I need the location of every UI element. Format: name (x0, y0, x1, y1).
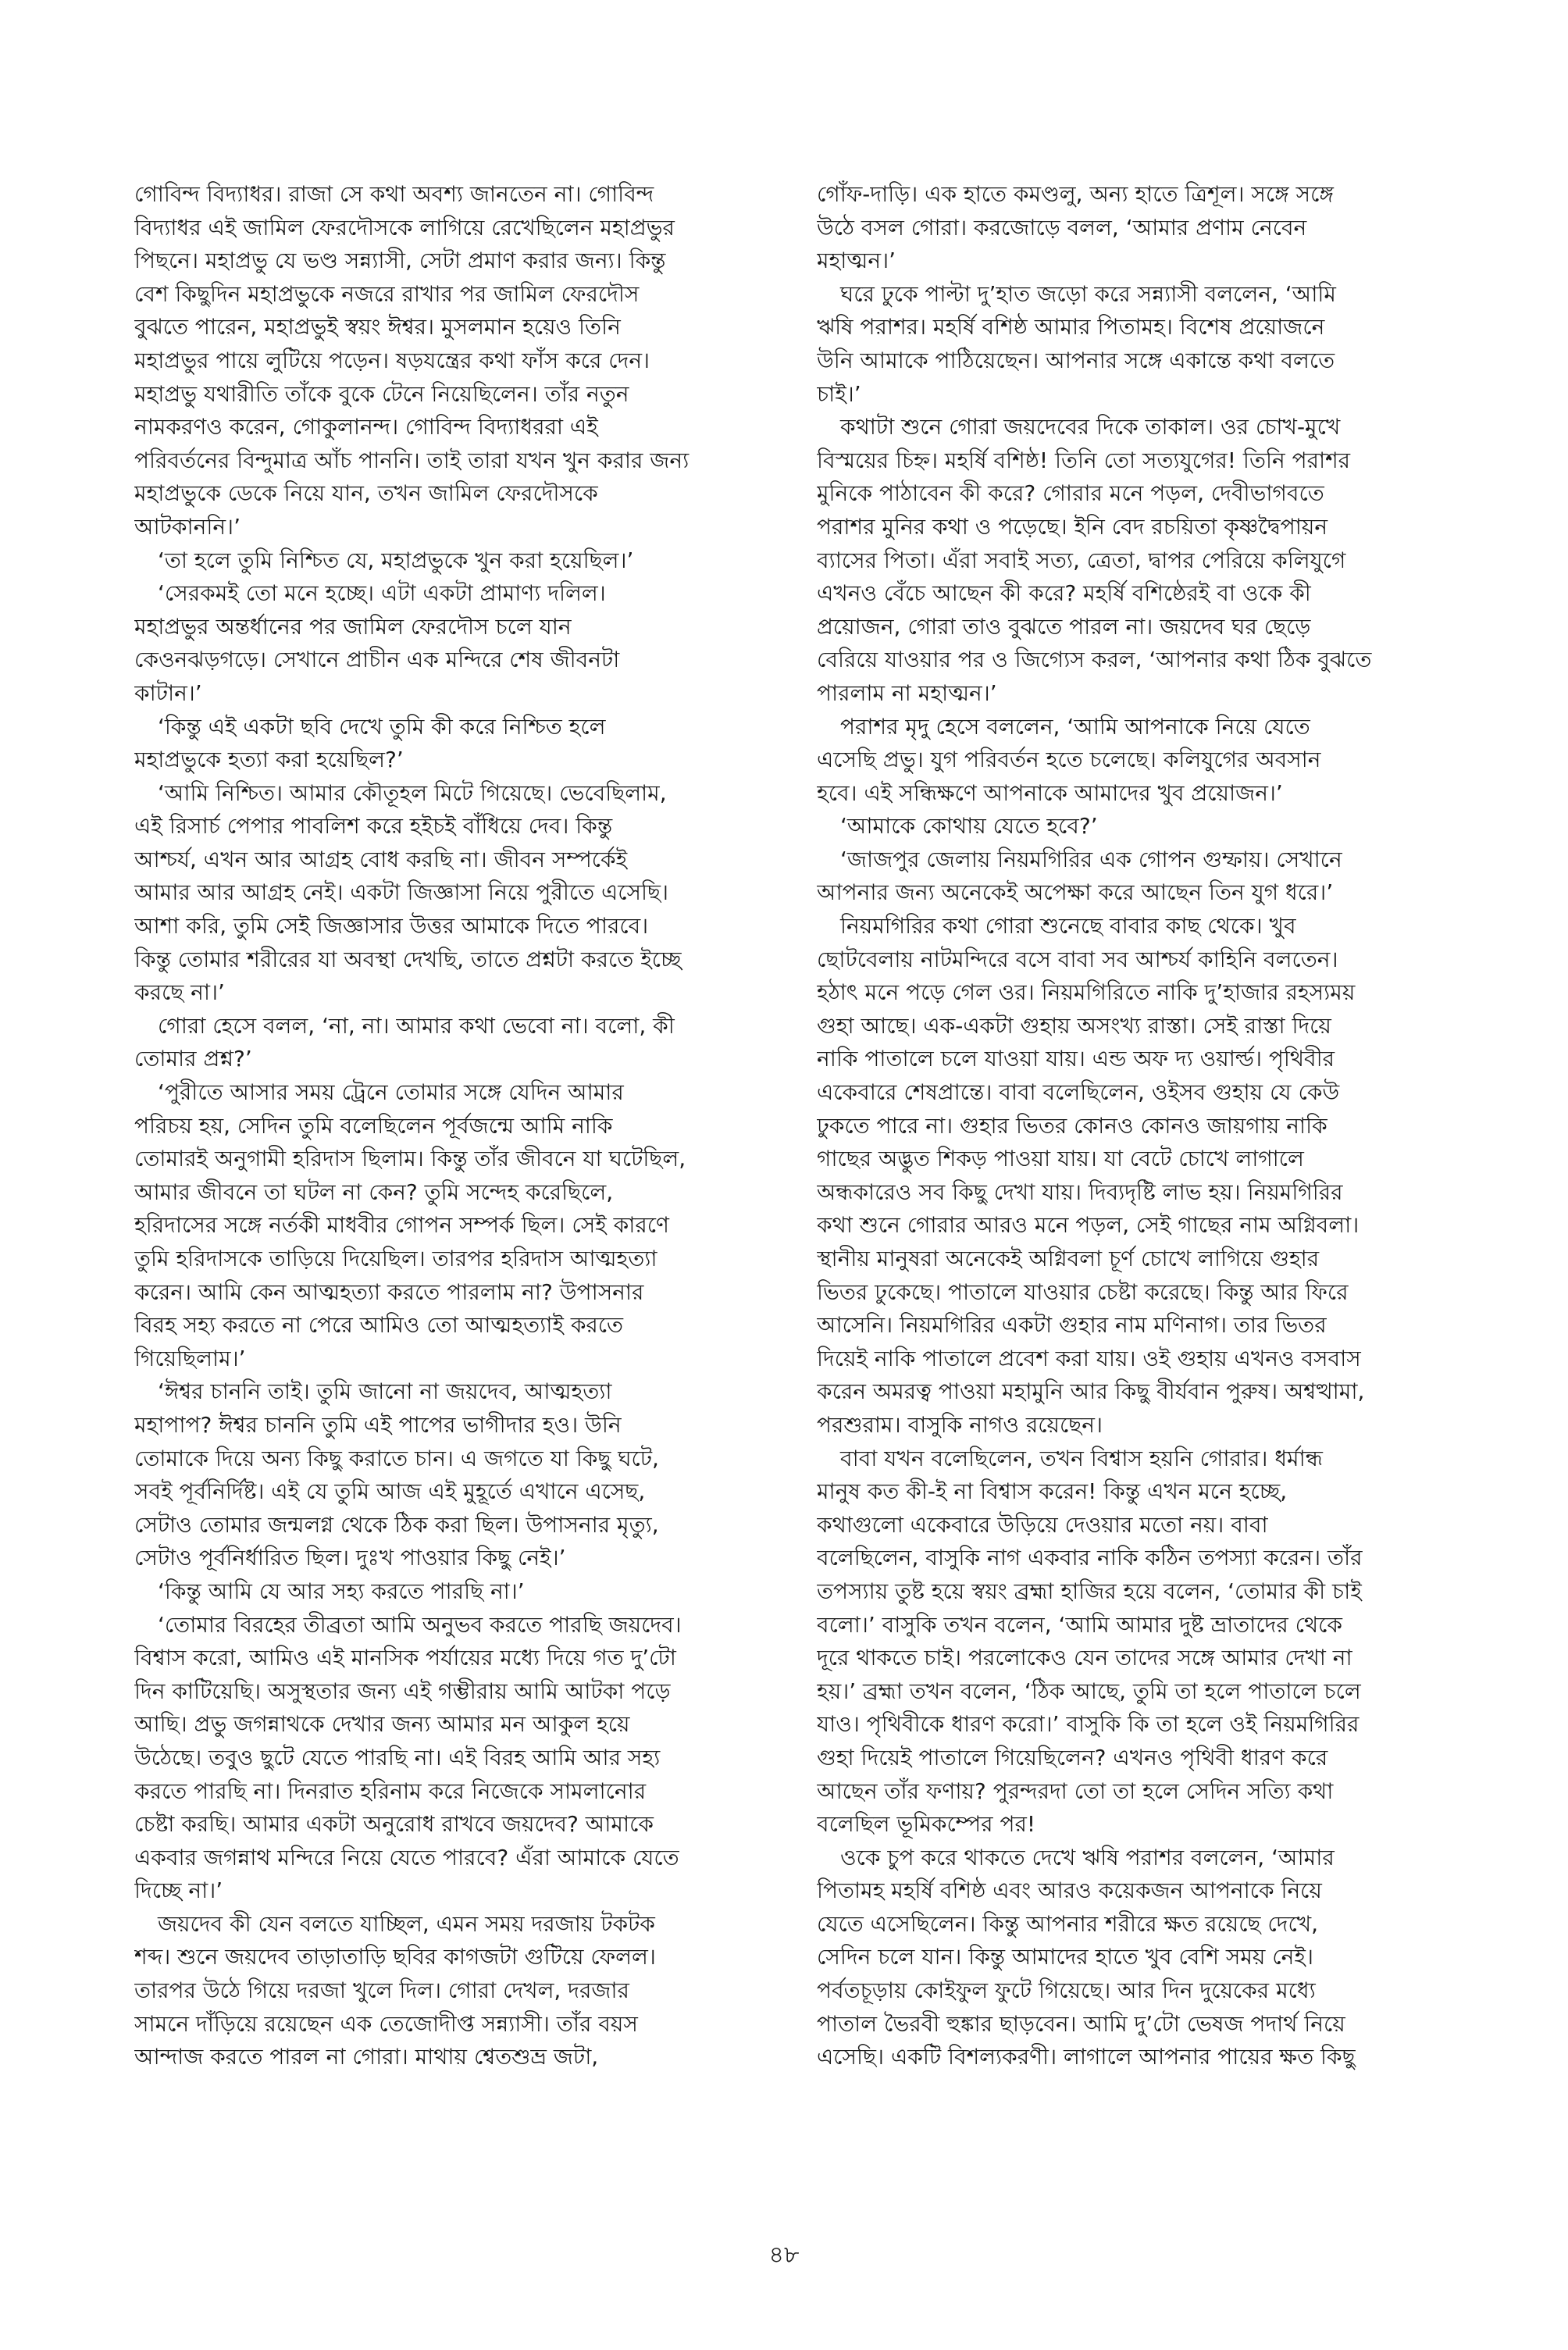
text-line: মহাপ্রভু যথারীতি তাঁকে বুকে টেনে নিয়েছিলেন। তাঁর নতুন (134, 380, 629, 407)
text-line: উঠে বসল গোরা। করজোড়ে বলল, ‘আমার প্রণাম নেবেন (817, 214, 1307, 241)
text-line: বিরহ সহ্য করতে না পেরে আমিও তো আত্মহত্যাই করতে (134, 1312, 624, 1339)
text-line: সেটাও তোমার জন্মলগ্ন থেকে ঠিক করা ছিল। উপাসনার মৃত্যু, (134, 1511, 659, 1538)
text-line: ‘সেরকমই তো মনে হচ্ছে। এটা একটা প্রামাণ্য দলিল। (158, 580, 606, 607)
text-line: তুমি হরিদাসকে তাড়িয়ে দিয়েছিল। তারপর হরিদাস আত্মহত্যা (134, 1246, 657, 1271)
text-line: শব্দ। শুনে জয়দেব তাড়াতাড়ি ছবির কাগজটা গুটিয়ে ফেলল। (134, 1944, 656, 1970)
text-line: কথা শুনে গোরার আরও মনে পড়ল, সেই গাছের নাম অগ্নিবলা। (817, 1212, 1360, 1239)
text-line: বলেছিলেন, বাসুকি নাগ একবার নাকি কঠিন তপস্যা করেন। তাঁর (817, 1545, 1363, 1571)
text-line: এসেছি। একটি বিশল্যকরণী। লাগালে আপনার পায়ের ক্ষত কিছু (817, 2044, 1356, 2070)
text-line: পিতামহ মহর্ষি বশিষ্ঠ এবং আরও কয়েকজন আপনাকে নিয়ে (817, 1878, 1322, 1904)
text-line: পরিবর্তনের বিন্দুমাত্র আঁচ পাননি। তাই তারা যখন খুন করার জন্য (134, 447, 690, 473)
text-line: নামকরণও করেন, গোকুলানন্দ। গোবিন্দ বিদ্যাধররা এই (134, 414, 598, 440)
text-line: পর্বতচূড়ায় কোইফুল ফুটে গিয়েছে। আর দিন দুয়েকের মধ্যে (817, 1977, 1316, 2004)
text-line: করছে না।’ (134, 979, 225, 1006)
text-line: সামনে দাঁড়িয়ে রয়েছেন এক তেজোদীপ্ত সন্ন্যাসী। তাঁর বয়স (134, 2010, 638, 2037)
text-line: মহাত্মন।’ (817, 248, 896, 274)
text-line: পরিচয় হয়, সেদিন তুমি বলেছিলেন পূর্বজন্মে আমি নাকি (134, 1112, 613, 1139)
text-line: হরিদাসের সঙ্গে নর্তকী মাধবীর গোপন সম্পর্ক ছিল। সেই কারণে (134, 1212, 669, 1239)
text-line: উনি আমাকে পাঠিয়েছেন। আপনার সঙ্গে একান্তে কথা বলতে (817, 347, 1335, 373)
text-line: মহাপ্রভুকে হত্যা করা হয়েছিল?’ (134, 747, 404, 773)
text-line: করেন অমরত্ব পাওয়া মহামুনি আর কিছু বীর্যবান পুরুষ। অশ্বত্থামা, (817, 1378, 1365, 1405)
right-column (817, 178, 1457, 2074)
text-line: মহাপাপ? ঈশ্বর চাননি তুমি এই পাপের ভাগীদার হও। উনি (134, 1411, 622, 1438)
text-line: গিয়েছিলাম।’ (134, 1345, 246, 1371)
text-line: ঘরে ঢুকে পাল্টা দু’হাত জড়ো করে সন্ন্যাসী বললেন, ‘আমি (840, 280, 1336, 307)
text-line: হঠাৎ মনে পড়ে গেল ওর। নিয়মগিরিতে নাকি দু’হাজার রহস্যময় (817, 979, 1356, 1006)
text-line: বিস্ময়ের চিহ্ন। মহর্ষি বশিষ্ঠ! তিনি তো সত্যযুগের! তিনি পরাশর (817, 447, 1351, 473)
text-line: ‘তা হলে তুমি নিশ্চিত যে, মহাপ্রভুকে খুন করা হয়েছিল।’ (158, 547, 634, 573)
text-line: গোরা হেসে বলল, ‘না, না। আমার কথা ভেবো না। বলো, কী (158, 1012, 675, 1039)
text-line: ‘পুরীতে আসার সময় ট্রেনে তোমার সঙ্গে যেদিন আমার (158, 1079, 624, 1106)
text-line: করতে পারছি না। দিনরাত হরিনাম করে নিজেকে সামলানোর (134, 1778, 647, 1804)
text-line: চেষ্টা করছি। আমার একটা অনুরোধ রাখবে জয়দেব? আমাকে (134, 1811, 654, 1838)
text-line: সেটাও পূর্বনির্ধারিত ছিল। দুঃখ পাওয়ার কিছু নেই।’ (134, 1545, 566, 1571)
text-line: বেশ কিছুদিন মহাপ্রভুকে নজরে রাখার পর জামিল ফেরদৌস (134, 280, 640, 307)
text-line: চাই।’ (817, 380, 861, 407)
text-line: আপনার জন্য অনেকেই অপেক্ষা করে আছেন তিন যুগ ধরে।’ (817, 879, 1334, 906)
text-line: ওকে চুপ করে থাকতে দেখে ঋষি পরাশর বললেন, ‘আমার (840, 1844, 1335, 1870)
text-line: বিশ্বাস করো, আমিও এই মানসিক পর্যায়ের মধ্যে দিয়ে গত দু’টো (134, 1645, 676, 1671)
page-number: ৪৮ (768, 2241, 800, 2269)
text-line: দিচ্ছে না।’ (134, 1878, 223, 1904)
text-line: আছি। প্রভু জগন্নাথকে দেখার জন্য আমার মন আকুল হয়ে (134, 1711, 630, 1738)
text-line: বেরিয়ে যাওয়ার পর ও জিগ্যেস করল, ‘আপনার কথা ঠিক বুঝতে (817, 647, 1372, 673)
text-line: বুঝতে পারেন, মহাপ্রভুই স্বয়ং ঈশ্বর। মুসলমান হয়েও তিনি (134, 314, 621, 341)
text-line: উঠেছে। তবুও ছুটে যেতে পারছি না। এই বিরহ আমি আর সহ্য (134, 1744, 661, 1771)
text-line: মহাপ্রভুর পায়ে লুটিয়ে পড়েন। ষড়যন্ত্রের কথা ফাঁস করে দেন। (134, 347, 650, 373)
text-line: গোঁফ-দাড়ি। এক হাতে কমণ্ডলু, অন্য হাতে ত্রিশূল। সঙ্গে সঙ্গে (817, 181, 1334, 207)
text-line: অন্ধকারেও সব কিছু দেখা যায়। দিব্যদৃষ্টি লাভ হয়। নিয়মগিরির (817, 1179, 1343, 1205)
text-line: বিদ্যাধর এই জামিল ফেরদৌসকে লাগিয়ে রেখেছিলেন মহাপ্রভুর (134, 214, 675, 241)
text-line: মুনিকে পাঠাবেন কী করে? গোরার মনে পড়ল, দেবীভাগবতে (817, 480, 1324, 507)
text-line: ‘তোমার বিরহের তীব্রতা আমি অনুভব করতে পারছি জয়দেব। (158, 1611, 682, 1638)
text-line: পারলাম না মহাত্মন।’ (817, 679, 997, 706)
text-line: পাতাল ভৈরবী হুঙ্কার ছাড়বেন। আমি দু’টো ভেষজ পদার্থ নিয়ে (817, 2010, 1345, 2037)
text-line: আসেনি। নিয়মগিরির একটা গুহার নাম মণিনাগ। তার ভিতর (817, 1312, 1327, 1339)
text-line: বলেছিল ভূমিকম্পের পর! (817, 1811, 1036, 1838)
text-line: গুহা আছে। এক-একটা গুহায় অসংখ্য রাস্তা। সেই রাস্তা দিয়ে (817, 1012, 1331, 1039)
text-line: আমার জীবনে তা ঘটল না কেন? তুমি সন্দেহ করেছিলে, (134, 1179, 614, 1205)
text-line: বলো।’ বাসুকি তখন বলেন, ‘আমি আমার দুষ্ট ভ্রাতাদের থেকে (817, 1611, 1343, 1638)
text-line: তপস্যায় তুষ্ট হয়ে স্বয়ং ব্রহ্মা হাজির হয়ে বলেন, ‘তোমার কী চাই (817, 1578, 1362, 1604)
text-line: পরাশর মৃদু হেসে বললেন, ‘আমি আপনাকে নিয়ে যেতে (840, 713, 1310, 740)
text-line: আটকাননি।’ (134, 513, 241, 540)
text-line: এসেছি প্রভু। যুগ পরিবর্তন হতে চলেছে। কলিযুগের অবসান (817, 747, 1321, 773)
text-line: ‘কিন্তু আমি যে আর সহ্য করতে পারছি না।’ (158, 1578, 525, 1604)
text-line: আমার আর আগ্রহ নেই। একটা জিজ্ঞাসা নিয়ে পুরীতে এসেছি। (134, 879, 669, 906)
text-line: দিন কাটিয়েছি। অসুস্থতার জন্য এই গম্ভীরায় আমি আটকা পড়ে (134, 1678, 671, 1704)
text-line: মহাপ্রভুকে ডেকে নিয়ে যান, তখন জামিল ফেরদৌসকে (134, 480, 598, 507)
text-line: আছেন তাঁর ফণায়? পুরন্দরদা তো তা হলে সেদিন সত্যি কথা (817, 1778, 1334, 1804)
text-line: স্থানীয় মানুষরা অনেকেই অগ্নিবলা চূর্ণ চোখে লাগিয়ে গুহার (817, 1246, 1320, 1271)
text-line: ঢুকতে পারে না। গুহার ভিতর কোনও কোনও জায়গায় নাকি (817, 1112, 1327, 1139)
text-line: ছোটবেলায় নাটমন্দিরে বসে বাবা সব আশ্চর্য কাহিনি বলতেন। (817, 946, 1338, 972)
text-line: আন্দাজ করতে পারল না গোরা। মাথায় শ্বেতশুভ্র জটা, (134, 2044, 599, 2070)
left-column (134, 178, 775, 2074)
text-line: গাছের অদ্ভুত শিকড় পাওয়া যায়। যা বেটে চোখে লাগালে (817, 1146, 1304, 1172)
text-line: মানুষ কত কী-ই না বিশ্বাস করেন! কিন্তু এখন মনে হচ্ছে, (817, 1478, 1288, 1505)
text-line: মহাপ্রভুর অন্তর্ধানের পর জামিল ফেরদৌস চলে যান (134, 613, 572, 640)
text-line: দূরে থাকতে চাই। পরলোকেও যেন তাদের সঙ্গে আমার দেখা না (817, 1645, 1352, 1671)
text-line: ‘ঈশ্বর চাননি তাই। তুমি জানো না জয়দেব, আত্মহত্যা (158, 1378, 612, 1405)
text-line: যেতে এসেছিলেন। কিন্তু আপনার শরীরে ক্ষত রয়েছে দেখে, (817, 1910, 1319, 1937)
text-line: নাকি পাতালে চলে যাওয়া যায়। এন্ড অফ দ্য ওয়ার্ল্ড। পৃথিবীর (817, 1046, 1335, 1072)
text-line: গুহা দিয়েই পাতালে গিয়েছিলেন? এখনও পৃথিবী ধারণ করে (817, 1744, 1328, 1771)
text-line: এখনও বেঁচে আছেন কী করে? মহর্ষি বশিষ্ঠেরই বা ওকে কী (817, 580, 1311, 607)
text-line: নিয়মগিরির কথা গোরা শুনেছে বাবার কাছ থেকে। খুব (840, 913, 1296, 940)
text-line: প্রয়োজন, গোরা তাও বুঝতে পারল না। জয়দেব ঘর ছেড়ে (817, 613, 1311, 640)
text-line: হবে। এই সন্ধিক্ষণে আপনাকে আমাদের খুব প্রয়োজন।’ (817, 779, 1283, 806)
text-line: ‘কিন্তু এই একটা ছবি দেখে তুমি কী করে নিশ্চিত হলে (158, 713, 606, 740)
text-line: কাটান।’ (134, 679, 202, 706)
text-line: সেদিন চলে যান। কিন্তু আমাদের হাতে খুব বেশি সময় নেই। (817, 1944, 1313, 1970)
text-line: তোমার প্রশ্ন?’ (134, 1046, 252, 1072)
text-line: আশ্চর্য, এখন আর আগ্রহ বোধ করছি না। জীবন সম্পর্কেই (134, 846, 628, 872)
text-line: ‘আমি নিশ্চিত। আমার কৌতূহল মিটে গিয়েছে। ভেবেছিলাম, (158, 779, 667, 806)
text-line: সবই পূর্বনির্দিষ্ট। এই যে তুমি আজ এই মুহূর্তে এখানে এসেছ, (134, 1478, 646, 1505)
text-line: আশা করি, তুমি সেই জিজ্ঞাসার উত্তর আমাকে দিতে পারবে। (134, 913, 649, 940)
text-line: পরশুরাম। বাসুকি নাগও রয়েছেন। (817, 1411, 1103, 1438)
text-line: কিন্তু তোমার শরীরের যা অবস্থা দেখছি, তাতে প্রশ্নটা করতে ইচ্ছে (134, 946, 682, 972)
text-line: পরাশর মুনির কথা ও পড়েছে। ইনি বেদ রচয়িতা কৃষ্ণদ্বৈপায়ন (817, 513, 1328, 540)
text-line: পিছনে। মহাপ্রভু যে ভণ্ড সন্ন্যাসী, সেটা প্রমাণ করার জন্য। কিন্তু (134, 248, 666, 274)
text-line: একেবারে শেষপ্রান্তে। বাবা বলেছিলেন, ওইসব গুহায় যে কেউ (817, 1079, 1340, 1106)
text-line: কথাটা শুনে গোরা জয়দেবের দিকে তাকাল। ওর চোখ-মুখে (840, 414, 1341, 440)
text-line: কথাগুলো একেবারে উড়িয়ে দেওয়ার মতো নয়। বাবা (817, 1511, 1268, 1538)
text-line: এই রিসার্চ পেপার পাবলিশ করে হইচই বাঁধিয়ে দেব। কিন্তু (134, 813, 613, 840)
text-line: ব্যাসের পিতা। এঁরা সবাই সত্য, ত্রেতা, দ্বাপর পেরিয়ে কলিযুগে (817, 547, 1346, 573)
text-line: কেওনঝড়গড়ে। সেখানে প্রাচীন এক মন্দিরে শেষ জীবনটা (134, 647, 620, 673)
text-line: গোবিন্দ বিদ্যাধর। রাজা সে কথা অবশ্য জানতেন না। গোবিন্দ (134, 181, 654, 207)
text-line: তোমারই অনুগামী হরিদাস ছিলাম। কিন্তু তাঁর জীবনে যা ঘটেছিল, (134, 1146, 686, 1172)
text-line: বাবা যখন বলেছিলেন, তখন বিশ্বাস হয়নি গোরার। ধর্মান্ধ (840, 1445, 1323, 1471)
text-line: জয়দেব কী যেন বলতে যাচ্ছিল, এমন সময় দরজায় টকটক (158, 1910, 655, 1937)
text-line: হয়।’ ব্রহ্মা তখন বলেন, ‘ঠিক আছে, তুমি তা হলে পাতালে চলে (817, 1678, 1361, 1704)
text-line: ‘আমাকে কোথায় যেতে হবে?’ (840, 813, 1098, 840)
text-line: ভিতর ঢুকেছে। পাতালে যাওয়ার চেষ্টা করেছে। কিন্তু আর ফিরে (817, 1278, 1349, 1305)
text-line: তারপর উঠে গিয়ে দরজা খুলে দিল। গোরা দেখল, দরজার (134, 1977, 629, 2004)
text-line: ‘জাজপুর জেলায় নিয়মগিরির এক গোপন গুম্ফায়। সেখানে (840, 846, 1342, 872)
text-line: দিয়েই নাকি পাতালে প্রবেশ করা যায়। ওই গুহায় এখনও বসবাস (817, 1345, 1361, 1371)
text-line: করেন। আমি কেন আত্মহত্যা করতে পারলাম না? উপাসনার (134, 1278, 644, 1305)
text-line: যাও। পৃথিবীকে ধারণ করো।’ বাসুকি কি তা হলে ওই নিয়মগিরির (817, 1711, 1360, 1738)
text-line: তোমাকে দিয়ে অন্য কিছু করাতে চান। এ জগতে যা কিছু ঘটে, (134, 1445, 659, 1471)
text-line: ঋষি পরাশর। মহর্ষি বশিষ্ঠ আমার পিতামহ। বিশেষ প্রয়োজনে (817, 314, 1325, 341)
text-line: একবার জগন্নাথ মন্দিরে নিয়ে যেতে পারবে? এঁরা আমাকে যেতে (134, 1844, 679, 1870)
